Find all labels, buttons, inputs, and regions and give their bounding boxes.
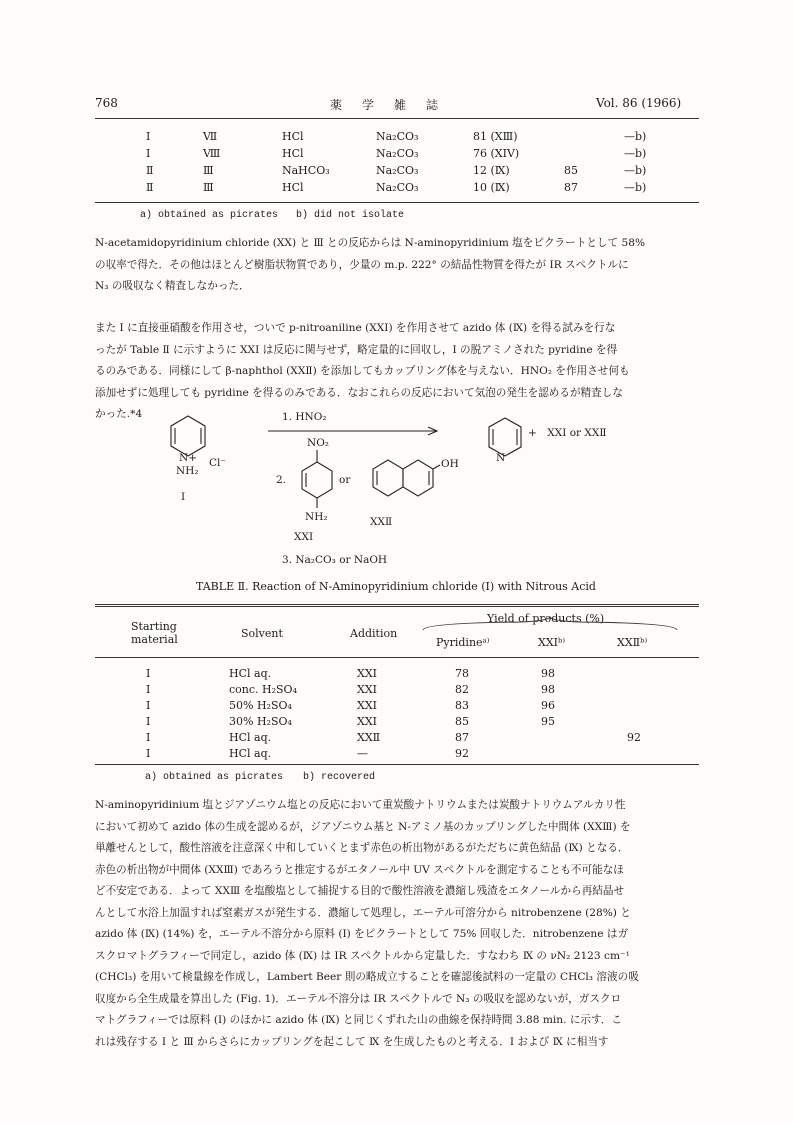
table-cell: Na₂CO₃ [376,181,419,194]
table-cell: —b) [624,130,647,143]
pyridinium-n-plus: N+ [179,452,197,464]
aniline-amino-label: NH₂ [305,511,328,523]
compound-I-label: I [181,491,186,503]
table-cell: Na₂CO₃ [376,147,419,160]
table-cell: Ⅱ [146,164,154,177]
table-cell: I [146,747,151,760]
text-line: マトグラフィーでは原料 (I) のほかに azido 体 (Ⅸ) と同じくずれた山の曲線を保持時間 3.88 min. に示す．こ [95,1014,622,1026]
text-line: N₃ の吸収なく精査しなかった． [95,280,250,292]
text-line: 添加せずに処理しても pyridine を得るのみである．なおこれらの反応において気泡の発生を認めるが精査しな [95,386,623,399]
header-xxii: XXⅡᵇ⁾ [617,636,648,649]
amino-group-label: NH₂ [176,465,199,477]
step-1-label: 1. HNO₂ [282,411,327,423]
text-line: N-acetamidopyridinium chloride (XX) と Ⅲ との反応からは N-aminopyridinium 塩をピクラートとして 58% [95,237,646,249]
text-line: において初めて azido 体の生成を認めるが，ジアゾニウム基と N-アミノ基のカップリングした中間体 (XXⅢ) を [95,820,631,833]
table-cell: 76 (XIV) [473,147,520,160]
table-cell: 98 [541,667,555,680]
table-cell: I [146,130,151,143]
table-cell: 50% H₂SO₄ [229,699,292,712]
table-1-note-b: b) did not isolate [296,210,405,221]
table-cell: Ⅱ [146,181,154,194]
table-cell: XXⅡ [357,731,381,744]
table-2-bottom-rule [95,764,699,765]
table-2-note-b: b) recovered [303,772,376,783]
or-label: or [339,474,351,486]
table-1-note-a: a) obtained as picrates [140,210,279,221]
table-cell: 85 [455,715,469,728]
table-2-header-rule [95,657,699,658]
table-cell: Ⅷ [203,147,221,160]
table-cell: 78 [455,667,469,680]
table-cell: I [146,715,151,728]
table-cell: HCl aq. [229,667,272,680]
step-2-label: 2. [276,474,287,486]
text-line: 赤色の析出物が中間体 (XXⅢ) であろうと推定するがエタノール中 UV スペクトルを測定することも不可能なほ [95,863,624,876]
table-2-caption: TABLE Ⅱ. Reaction of N-Aminopyridinium chloride (I) with Nitrous Acid [196,580,596,593]
text-line: ど不安定である．よって XXⅢ を塩酸塩として捕捉する目的で酸性溶液を濃縮し残渣をエタノールから再結晶せ [95,885,625,897]
text-line: るのみである．同様にして β-naphthol (XXⅡ) を添加してもカップリング体を与えない．HNO₂ を作用させ何も [95,365,630,377]
table-cell: 95 [541,715,555,728]
table-cell: HCl [282,181,304,194]
header-starting-line-2: material [131,633,178,646]
text-line: N-aminopyridinium 塩とジアゾニウム塩との反応において重炭酸ナトリウムまたは炭酸ナトリウムアルカリ性 [95,799,626,811]
pyridine-n-label: N [496,452,506,464]
table-cell: I [146,731,151,744]
compound-XXI-label: XXI [294,531,314,543]
table-cell: —b) [624,164,647,177]
table-cell: XXI [357,699,378,712]
header-xxi: XXIᵇ⁾ [538,636,566,649]
table-cell: Na₂CO₃ [376,130,419,143]
text-line: azido 体 (Ⅸ) (14%) を，エーテル不溶分から原料 (I) をピクラートとして 75% 回収した．nitrobenzene はガ [95,928,629,940]
table-cell: HCl aq. [229,747,272,760]
table-cell: HCl [282,147,304,160]
text-line: (CHCl₃) を用いて検量線を作成し，Lambert Beer 則の略成立することを確認後試料の一定量の CHCl₃ 溶液の吸 [95,971,639,983]
table-cell: I [146,683,151,696]
table-cell: 87 [455,731,469,744]
header-pyridine: Pyridineᵃ⁾ [436,636,490,649]
table-cell: 98 [541,683,555,696]
text-line: の収率で得た．その他はほとんど樹脂状物質であり，少量の m.p. 222° の結晶性物質を得たが IR スペクトルに [95,258,629,271]
table-cell: 12 (Ⅸ) [473,164,510,177]
table-cell: 92 [627,731,641,744]
nitro-group-label: NO₂ [307,437,330,449]
volume-info: Vol. 86 (1966) [596,96,682,110]
table-cell: 87 [564,181,578,194]
table-cell: I [146,147,151,160]
table-cell: Ⅲ [203,181,214,194]
header-starting-line-1: Starting [131,620,177,633]
text-line: れは残存する I と Ⅲ からさらにカップリングを起こして Ⅸ を生成したものと考える．I および Ⅸ に相当す [95,1035,609,1048]
table-cell: HCl [282,130,304,143]
table-cell: Ⅶ [203,130,218,143]
table-cell: I [146,699,151,712]
table-cell: XXI [357,683,378,696]
text-line: 単離せんとして，酸性溶液を注意深く中和していくとまず赤色の析出物があるがただちに黄色結晶 (Ⅸ) となる． [95,842,629,854]
hydroxy-group-label: OH [441,458,459,470]
step-3-label: 3. Na₂CO₃ or NaOH [282,554,388,566]
table-2-note-a: a) obtained as picrates [145,772,284,783]
table-cell: —b) [624,181,647,194]
table-cell: Na₂CO₃ [376,164,419,177]
table-cell: — [357,747,368,760]
paragraph-3 [95,795,705,1053]
text-line: また I に直接亜硝酸を作用させ，ついで p-nitroaniline (XXI) を作用させて azido 体 (Ⅸ) を得る試みを行な [95,322,616,334]
compound-XXII-label: XXⅡ [370,516,393,528]
table-cell: conc. H₂SO₄ [229,683,297,696]
table-cell: 96 [541,699,555,712]
table-cell: NaHCO₃ [282,164,330,177]
table-cell: 10 (Ⅸ) [473,181,510,194]
table-cell: —b) [624,147,647,160]
table-cell: 92 [455,747,469,760]
table-cell: 85 [564,164,578,177]
table-cell: 30% H₂SO₄ [229,715,292,728]
header-solvent: Solvent [241,627,283,640]
header-addition: Addition [350,627,398,640]
table-cell: 81 (XⅢ) [473,130,518,143]
product-byproduct-label: + XXI or XXⅡ [528,427,607,439]
table-cell: HCl aq. [229,731,272,744]
text-line: ったが Table Ⅱ に示すように XXI は反応に関与せず，略定量的に回収し，I の脱アミノされた pyridine を得 [95,343,618,356]
table-cell: I [146,667,151,680]
table-cell: 83 [455,699,469,712]
chloride-label: Cl⁻ [209,457,226,469]
table-cell: XXI [357,667,378,680]
text-line: スクロマトグラフィーで同定し，azido 体 (Ⅸ) は IR スペクトルから定量した．すなわち Ⅸ の νN₂ 2123 cm⁻¹ [95,949,630,962]
table-cell: Ⅲ [203,164,214,177]
journal-title: 薬 学 雑 誌 [330,98,443,112]
page-number: 768 [95,96,118,110]
table-cell: XXI [357,715,378,728]
text-line: 収度から全生成量を算出した (Fig. 1)．エーテル不溶分は IR スペクトルで N₃ の吸収を認めないが，ガスクロ [95,992,622,1005]
text-line: んとして水浴上加温すれば窒素ガスが発生する．濃縮して処理し，エーテル可溶分から nitrobenzene (28%) と [95,906,631,919]
table-cell: 82 [455,683,469,696]
text-line: かった.*4 [95,408,143,420]
header-yield: Yield of products (%) [487,612,605,625]
